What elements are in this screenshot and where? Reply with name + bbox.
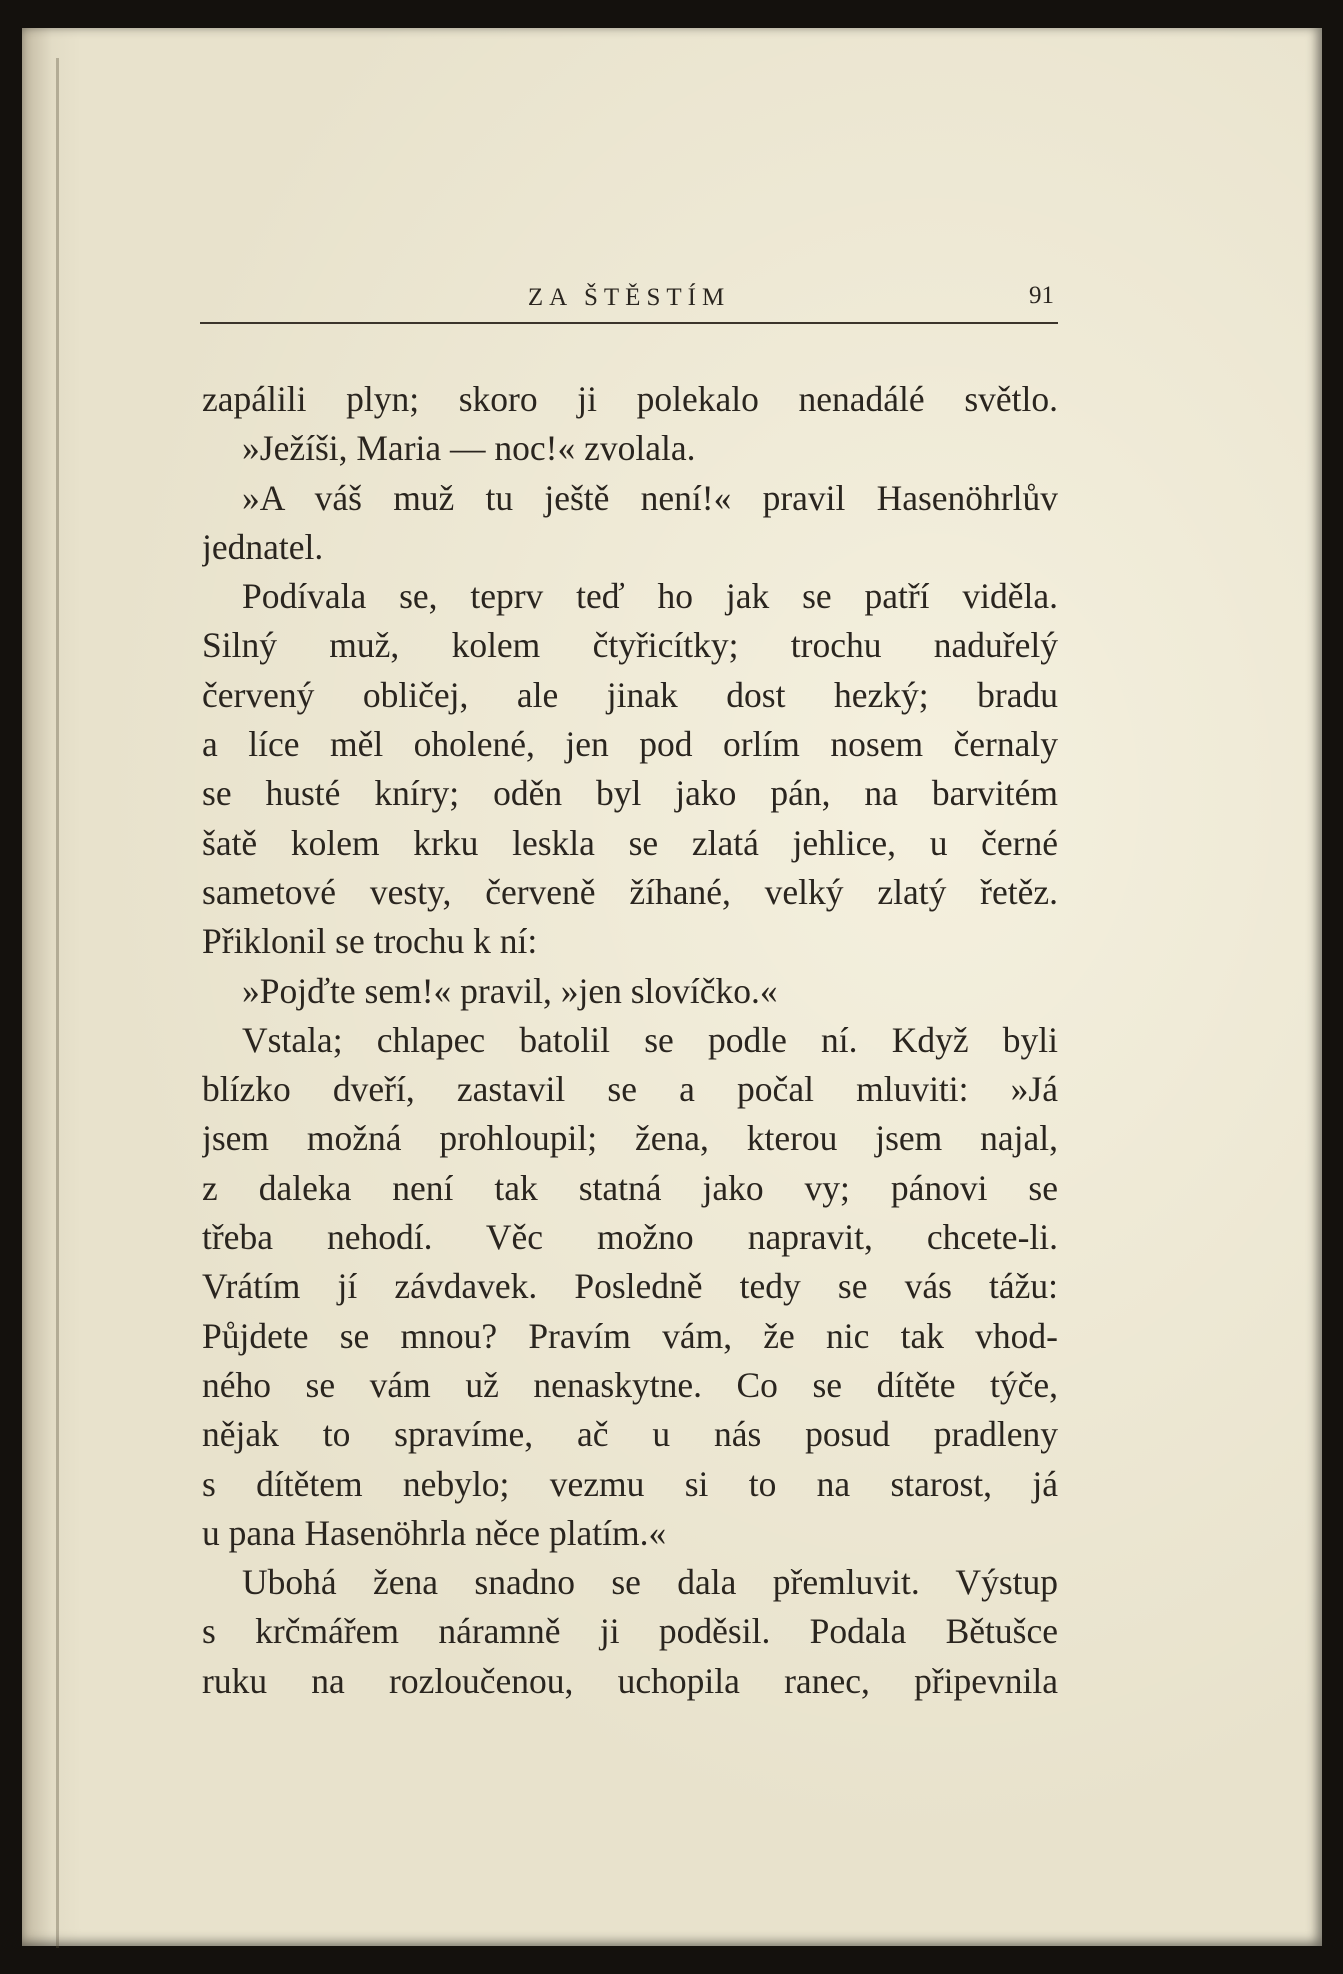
text-line: s dítětem nebylo; vezmu si to na starost, já [202,1463,1058,1504]
text-line: Půjdete se mnou? Pravím vám, že nic tak vhod- [202,1315,1058,1356]
text-line: šatě kolem krku leskla se zlatá jehlice, u černé [202,822,1058,863]
text-line: Vstala; chlapec batolil se podle ní. Když byli [242,1019,1058,1060]
body-text [202,375,1058,1706]
text-line: jednatel. [202,526,324,567]
text-line: červený obličej, ale jinak dost hezký; bradu [202,674,1058,715]
text-line: jsem možná prohloupil; žena, kterou jsem najal, [202,1118,1058,1159]
text-line: u pana Hasenöhrla něce platím.« [202,1512,667,1553]
text-line: »Pojďte sem!« pravil, »jen slovíčko.« [242,970,778,1011]
running-title: ZA ŠTĚSTÍM [527,284,731,311]
text-line: a líce měl oholené, jen pod orlím nosem černaly [202,724,1058,765]
text-line: nějak to spravíme, ač u nás posud pradleny [202,1414,1058,1455]
page-gutter-shadow [56,58,59,1948]
page-header [200,280,1058,320]
text-line: se husté kníry; oděn byl jako pán, na barvitém [202,773,1058,814]
page-number: 91 [1029,282,1054,309]
text-line: blízko dveří, zastavil se a počal mluviti: »Já [202,1069,1058,1110]
text-line: třeba nehodí. Věc možno napravit, chcete-li. [202,1217,1058,1258]
text-line: Vrátím jí závdavek. Posledně tedy se vás tážu: [202,1266,1058,1307]
text-line: zapálili plyn; skoro ji polekalo nenadálé světlo. [202,379,1058,419]
text-line: »Ježíši, Maria — noc!« zvolala. [242,428,696,469]
text-line: ruku na rozloučenou, uchopila ranec, připevnila [202,1660,1058,1701]
text-line: z daleka není tak statná jako vy; pánovi se [202,1167,1058,1208]
text-line: Ubohá žena snadno se dala přemluvit. Výstup [242,1562,1058,1603]
text-line: Silný muž, kolem čtyřicítky; trochu naduřelý [202,625,1058,666]
text-line: Podívala se, teprv teď ho jak se patří viděla. [242,576,1058,617]
text-line: ného se vám už nenaskytne. Co se dítěte týče, [202,1364,1058,1405]
text-line: »A váš muž tu ještě není!« pravil Hasenöhrlův [242,477,1058,518]
header-rule [200,322,1058,324]
text-line: sametové vesty, červeně žíhané, velký zlatý řetěz. [202,871,1058,912]
text-line: Přiklonil se trochu k ní: [202,921,538,962]
text-line: s krčmářem náramně ji poděsil. Podala Bětušce [202,1611,1058,1652]
